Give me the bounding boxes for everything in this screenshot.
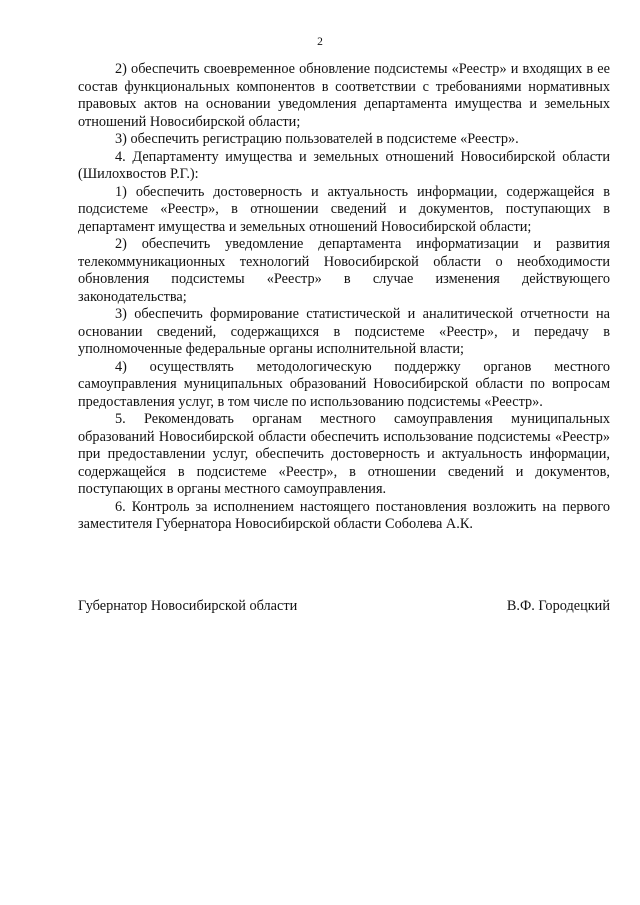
paragraph-5: 5. Рекомендовать органам местного самоуправления муниципальных образований Новосибирской области обеспечить использование подсистемы «Реестр» при предоставлении услуг, обеспечить достоверность и актуальность информации, содержащейся в подсистеме «Реестр», в отношении сведений и документов, поступающих в органы местного самоуправления. — [78, 411, 610, 497]
paragraph-3-3: 3) обеспечить регистрацию пользователей в подсистеме «Реестр». — [115, 131, 519, 147]
paragraph-4-3: 3) обеспечить формирование статистической и аналитической отчетности на основании сведений, содержащихся в подсистеме «Реестр», и передачу в уполномоченные федеральные органы исполнительной власти; — [78, 306, 610, 357]
signatory-position: Губернатор Новосибирской области — [78, 598, 298, 614]
page-number: 2 — [317, 36, 323, 48]
paragraph-3-2: 2) обеспечить своевременное обновление подсистемы «Реестр» и входящих в ее состав функциональных компонентов в соответствии с требованиями нормативных правовых актов на основании уведомления департамента имущества и земельных отношений Новосибирской области; — [78, 61, 610, 130]
paragraph-4-1: 1) обеспечить достоверность и актуальность информации, содержащейся в подсистеме «Реестр», в отношении сведений и документов, поступающих в департамент имущества и земельных отношений Новосибирской области; — [78, 183, 610, 235]
paragraph-4-2: 2) обеспечить уведомление департамента информатизации и развития телекоммуникационных технологий Новосибирской области о необходимости обновления подсистемы «Реестр» в случае изменения действующего законодательства; — [78, 236, 610, 305]
signature-block — [78, 598, 610, 616]
paragraph-6: 6. Контроль за исполнением настоящего постановления возложить на первого заместителя Губернатора Новосибирской области Соболева А.К. — [78, 498, 610, 532]
paragraph-4: 4. Департаменту имущества и земельных отношений Новосибирской области (Шилохвостов Р.Г.): — [78, 148, 610, 182]
paragraph-4-4: 4) осуществлять методологическую поддержку органов местного самоуправления муниципальных образований Новосибирской области по вопросам предоставления услуг, в том числе по использованию подсистемы «Реестр». — [78, 358, 610, 410]
signatory-name: В.Ф. Городецкий — [506, 598, 610, 614]
document-body — [78, 61, 610, 534]
